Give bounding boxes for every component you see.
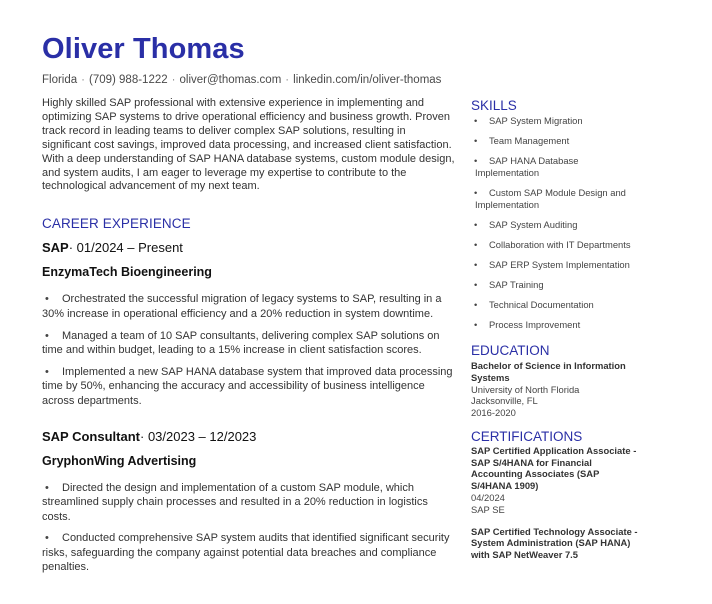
- skill-item: • SAP System Auditing: [471, 219, 641, 231]
- summary: Highly skilled SAP professional with extensive experience in implementing and optimizing SAP systems to drive operational efficiency and business growth. Proven track record in leading teams to deliver complex SAP solutions, resulting in significant cost savings, improved data processing, and increased client satisfaction. With a deep understanding of SAP HANA database systems, custom module design, and system audits, I am eager to leverage my expertise to contribute to the technological advancement of my next team.: [42, 97, 455, 193]
- location: Florida: [42, 74, 78, 86]
- job-bullet: • Implemented a new SAP HANA database system that improved data processing time by 50%, enhancing the accuracy and accessibility of business intelligence across departments.: [42, 365, 456, 409]
- job-bullets: [42, 481, 456, 576]
- job-role: SAP Consultant: [42, 428, 140, 444]
- phone: (709) 988-1222: [89, 74, 168, 86]
- skill-item: • SAP HANA Database Implementation: [471, 155, 641, 180]
- certification-name: SAP Certified Technology Associate - System Administration (SAP HANA) with SAP NetWeaver 7.5: [471, 525, 638, 561]
- job-bullet: • Managed a team of 10 SAP consultants, delivering complex SAP solutions on time and within budget, leading to a 15% increase in client satisfaction scores.: [42, 329, 456, 358]
- skill-item: • SAP Training: [471, 279, 641, 291]
- sidebar-column: [471, 98, 641, 561]
- skill-item: • SAP ERP System Implementation: [471, 259, 641, 271]
- main-column: [42, 97, 456, 575]
- skills-heading: SKILLS: [471, 98, 517, 113]
- candidate-name: Oliver Thomas: [42, 33, 245, 65]
- job-bullet: • Conducted comprehensive SAP system audits that identified significant security risks, safeguarding the company against potential data breaches and compliance penalties.: [42, 531, 456, 575]
- linkedin-link[interactable]: linkedin.com/in/oliver-thomas: [293, 74, 442, 86]
- job-bullet: • Directed the design and implementation of a custom SAP module, which streamlined supply chain processes and resulted in a 20% reduction in logistics costs.: [42, 481, 456, 525]
- certifications-heading: CERTIFICATIONS: [471, 428, 583, 444]
- skill-item: • Collaboration with IT Departments: [471, 239, 641, 251]
- separator: ·: [81, 74, 85, 86]
- certification-name: SAP Certified Application Associate - SAP S/4HANA for Financial Accounting Associates (SAP S/4HANA 1909): [471, 444, 637, 492]
- separator: ·: [171, 74, 176, 86]
- job-title-line: [42, 240, 456, 255]
- job-bullets: [42, 292, 456, 408]
- certification-date: 04/2024: [471, 492, 505, 504]
- skill-item: • SAP System Migration: [471, 115, 641, 127]
- skill-item: • Custom SAP Module Design and Implementation: [471, 187, 641, 212]
- education-degree: Bachelor of Science in Information Systems: [471, 359, 626, 383]
- job-bullet: • Orchestrated the successful migration of legacy systems to SAP, resulting in a 30% increase in operational efficiency and a 20% reduction in system downtime.: [42, 292, 456, 321]
- job-dates: · 01/2024 – Present: [68, 240, 183, 256]
- education-location: Jacksonville, FL: [471, 395, 538, 407]
- job-role: SAP: [42, 240, 69, 256]
- job-company: GryphonWing Advertising: [42, 453, 197, 468]
- separator: ·: [285, 74, 290, 86]
- job-company: EnzymaTech Bioengineering: [42, 265, 212, 280]
- education-dates: 2016-2020: [471, 407, 516, 419]
- email-link[interactable]: oliver@thomas.com: [179, 74, 282, 86]
- skill-item: • Team Management: [471, 135, 641, 147]
- skills-list: [471, 115, 641, 331]
- certification-issuer: SAP SE: [471, 503, 505, 515]
- education-heading: EDUCATION: [471, 342, 550, 358]
- skill-item: • Technical Documentation: [471, 299, 641, 311]
- job-title-line: [42, 429, 456, 444]
- contact-line: [42, 74, 441, 86]
- experience-heading: CAREER EXPERIENCE: [42, 216, 191, 232]
- skill-item: • Process Improvement: [471, 319, 641, 331]
- job-dates: · 03/2023 – 12/2023: [140, 428, 257, 444]
- education-school: University of North Florida: [471, 383, 580, 395]
